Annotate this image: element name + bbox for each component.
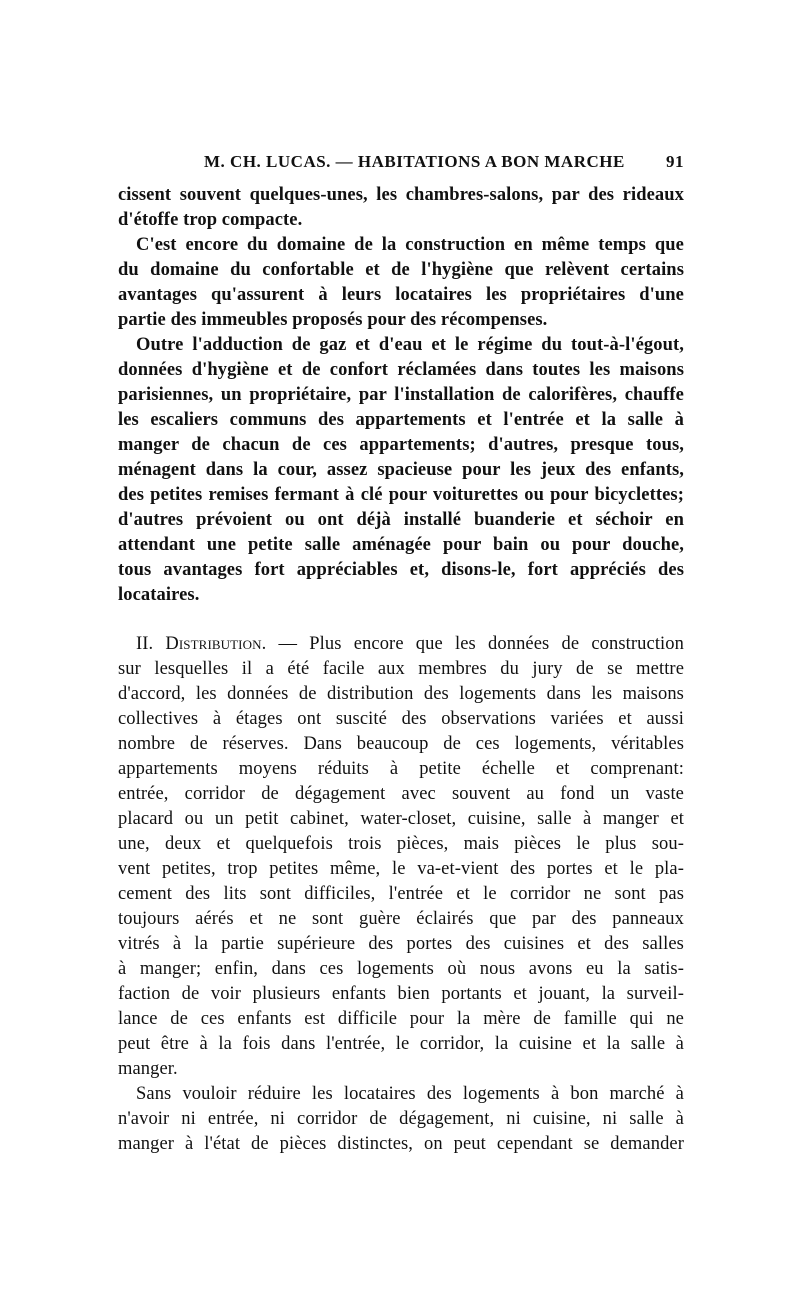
text-line: attendant une petite salle aménagée pour bain ou pour douche,	[118, 535, 684, 555]
text-line: lance de ces enfants est difficile pour la mère de famille qui ne	[118, 1009, 684, 1029]
text-line: les escaliers communs des appartements et l'entrée et la salle à	[118, 410, 684, 430]
text-line: d'autres prévoient ou ont déjà installé buanderie et séchoir en	[118, 510, 684, 530]
text-line: placard ou un petit cabinet, water-closet, cuisine, salle à manger et	[118, 809, 684, 829]
text-line: faction de voir plusieurs enfants bien portants et jouant, la surveil-	[118, 984, 684, 1004]
text-line: partie des immeubles proposés pour des récompenses.	[118, 310, 548, 330]
text-line: du domaine du confortable et de l'hygiène que relèvent certains	[118, 260, 684, 280]
text-line: d'accord, les données de distribution des logements dans les maisons	[118, 684, 684, 704]
section-distribution	[118, 632, 684, 1157]
running-title: M. CH. LUCAS. — HABITATIONS A BON MARCHE	[204, 152, 625, 171]
paragraph-block-1	[118, 183, 684, 608]
text-line: parisiennes, un propriétaire, par l'installation de calorifères, chauffe	[118, 385, 684, 405]
text-line: données d'hygiène et de confort réclamées dans toutes les maisons	[118, 360, 684, 380]
section-heading: II. Distribution. —	[136, 634, 298, 654]
text-line: entrée, corridor de dégagement avec souvent au fond un vaste	[118, 784, 684, 804]
section-first-line-text: Plus encore que les données de construction	[309, 634, 684, 654]
text-line: vent petites, trop petites même, le va-et-vient des portes et le pla-	[118, 859, 684, 879]
text-line: nombre de réserves. Dans beaucoup de ces logements, véritables	[118, 734, 684, 754]
text-line: toujours aérés et ne sont guère éclairés que par des panneaux	[118, 909, 684, 929]
text-line: manger.	[118, 1059, 178, 1079]
text-line: vitrés à la partie supérieure des portes des cuisines et des salles	[118, 934, 684, 954]
text-line: peut être à la fois dans l'entrée, le corridor, la cuisine et la salle à	[118, 1034, 684, 1054]
text-line: manger de chacun de ces appartements; d'autres, presque tous,	[118, 435, 684, 455]
text-line: avantages qu'assurent à leurs locataires les propriétaires d'une	[118, 285, 684, 305]
text-line: cement des lits sont difficiles, l'entrée et le corridor ne sont pas	[118, 884, 684, 904]
text-line: locataires.	[118, 585, 200, 605]
text-line: d'étoffe trop compacte.	[118, 210, 303, 230]
text-line: une, deux et quelquefois trois pièces, mais pièces le plus sou-	[118, 834, 684, 854]
page-number: 91	[666, 152, 684, 171]
text-line: Outre l'adduction de gaz et d'eau et le régime du tout-à-l'égout,	[136, 335, 684, 355]
text-line	[118, 632, 684, 657]
text-line: sur lesquelles il a été facile aux membres du jury de se mettre	[118, 659, 684, 679]
text-line: C'est encore du domaine de la construction en même temps que	[136, 235, 684, 255]
text-line: appartements moyens réduits à petite échelle et comprenant:	[118, 759, 684, 779]
text-line: à manger; enfin, dans ces logements où nous avons eu la satis-	[118, 959, 684, 979]
text-line: ménagent dans la cour, assez spacieuse pour les jeux des enfants,	[118, 460, 684, 480]
text-line: tous avantages fort appréciables et, disons-le, fort appréciés des	[118, 560, 684, 580]
text-line: n'avoir ni entrée, ni corridor de dégagement, ni cuisine, ni salle à	[118, 1109, 684, 1129]
text-line: des petites remises fermant à clé pour voiturettes ou pour bicyclettes;	[118, 485, 684, 505]
text-line: cissent souvent quelques-unes, les chambres-salons, par des rideaux	[118, 185, 684, 205]
text-line: manger à l'état de pièces distinctes, on peut cependant se demander	[118, 1134, 684, 1154]
text-line: collectives à étages ont suscité des observations variées et aussi	[118, 709, 684, 729]
text-line: Sans vouloir réduire les locataires des logements à bon marché à	[136, 1084, 684, 1104]
